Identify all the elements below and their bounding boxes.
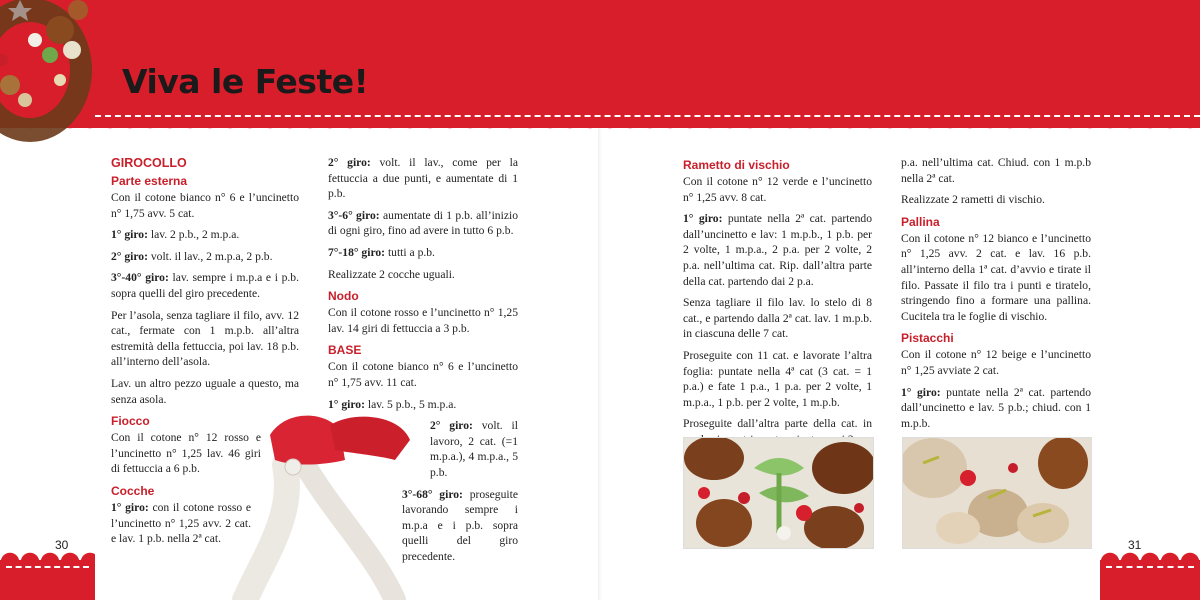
subheading-nodo: Nodo [328, 289, 359, 304]
paragraph-cocche-giro-1: 1° giro: con il cotone rosso e l’uncinetto n° 1,25 avv. 2 cat. e lav. 1 p.b. nella 2ª cat. [111, 500, 252, 546]
paragraph-altro-pezzo: Lav. un altro pezzo uguale a questo, ma senza asola. [111, 376, 299, 406]
paragraph-realizzate-rametti: Realizzate 2 rametti di vischio. [901, 193, 1045, 207]
paragraph-stelo: Senza tagliare il filo lav. lo stelo di 8 cat., e partendo dalla 2ª cat. lav. 1 m.p.b. in ciascuna delle 7 cat. [683, 296, 872, 341]
paragraph-altra-foglia: Proseguite con 11 cat. e lavorate l’altra foglia: puntate nella 4ª cat (3 cat. = 1 p.a.) e fate 1 p.a., 1 p.a. per 2 volte, 1 m.p.a., 1 p.b. per 2 volte, 1 m.p.b. [683, 348, 872, 409]
paragraph-pistacchi-intro: Con il cotone n° 12 beige e l’uncinetto n° 1,25 avviate 2 cat. [901, 348, 1091, 377]
paragraph-cocche-giro-2: 2° giro: volt. il lav., come per la fettuccia a due punti, e aumentate di 1 p.b. [328, 156, 518, 201]
paragraph-base-giro-3-68: 3°-68° giro: proseguite lavorando sempre i m.p.a e i p.b. sopra quelli del giro precedente. [402, 487, 518, 563]
paragraph-cocche-giro-7-18: 7°-18° giro: tutti a p.b. [328, 245, 435, 259]
paragraph-nodo: Con il cotone rosso e l’uncinetto n° 1,25 lav. 14 giri di fettuccia a 3 p.b. [328, 306, 518, 335]
right-page [600, 0, 1200, 600]
subheading-parte-esterna: Parte esterna [111, 174, 188, 188]
paragraph-base-giro-2: 2° giro: volt. il lavoro, 2 cat. (=1 m.p.a.), 4 m.p.a., 5 p.b. [430, 419, 518, 479]
paragraph-pistacchi-giro-1: 1° giro: puntate nella 2ª cat. partendo dall’uncinetto e lav. 5 p.b.; chiud. con 1 m.p.b. [901, 385, 1091, 430]
paragraph-giro-1: 1° giro: lav. 2 p.b., 2 m.p.a. [111, 228, 240, 242]
paragraph-base-giro-1: 1° giro: lav. 5 p.b., 5 m.p.a. [328, 397, 457, 411]
section-heading-girocollo: GIROCOLLO [111, 156, 187, 170]
corner-scallop-right [1100, 560, 1200, 600]
paragraph-proseguite: Proseguite dall’altra parte della cat. in [683, 417, 872, 431]
column-2 [328, 155, 518, 570]
page-number-right: 31 [1128, 538, 1142, 552]
paragraph-rametto-intro: Con il cotone n° 12 verde e l’uncinetto n° 1,25 avv. 8 cat. [683, 175, 872, 204]
paragraph-pallina: Con il cotone n° 12 bianco e l’uncinetto n° 1,25 avv. 2 cat. e lav. 16 p.b. all’interno della 1ª cat. d’avvio e tirate il filo. Passate il filo tra i punti e tiratelo, stringendo fino a formare una pallina. Cucitela tra le foglie di vischio. [901, 231, 1091, 323]
paragraph-base-intro: Con il cotone bianco n° 6 e l’uncinetto n° 1,75 avv. 11 cat. [328, 360, 518, 389]
paragraph-fiocco: Con il cotone n° 12 rosso e l’uncinetto n° 1,25 lav. 46 giri di fettuccia a 6 p.b. [111, 431, 261, 476]
subheading-rametto-di-vischio: Rametto di vischio [683, 158, 790, 172]
subheading-pistacchi: Pistacchi [901, 331, 954, 346]
corner-scallop-left [0, 560, 95, 600]
subheading-base: BASE [328, 343, 362, 358]
paragraph-rametto-giro-1: 1° giro: puntate nella 2ª cat. partendo dall’uncinetto e lav: 1 m.p.b., 1 p.b. per 2 volte, 1 m.p.a., 2 p.a. per 2 volte, 2 p.a. nell’ultima cat. Rip. dall’altra parte della cat. partendo dai 2 p.a. [683, 212, 872, 288]
subheading-cocche: Cocche [111, 483, 155, 498]
column-4 [901, 155, 1091, 437]
page-number-left: 30 [55, 538, 69, 552]
paragraph-asola: Per l’asola, senza tagliare il filo, avv. 12 cat., fermate con 1 m.p.b. all’altra estremità della fettuccia, poi lav. 18 p.b. all’interno dell’asola. [111, 308, 299, 369]
subheading-pallina: Pallina [901, 214, 940, 229]
mistletoe-photo [683, 437, 874, 549]
paragraph-giro-2: 2° giro: volt. il lav., 2 m.p.a, 2 p.b. [111, 249, 273, 263]
page-title: Viva le Feste! [122, 62, 369, 101]
paragraph-intro: Con il cotone bianco n° 6 e l’uncinetto n° 1,75 avv. 5 cat. [111, 191, 299, 220]
paragraph-cocche-giro-3-6: 3°-6° giro: aumentate di 1 p.b. all’inizio di ogni giro, fino ad avere in tutto 6 p.b. [328, 208, 518, 238]
pistachio-photo [902, 437, 1092, 549]
paragraph-giro-3-40: 3°-40° giro: lav. sempre i m.p.a e i p.b. sopra quelli del giro precedente. [111, 271, 299, 300]
column-3 [683, 155, 872, 454]
paragraph-rametto-cont: p.a. nell’ultima cat. Chiud. con 1 m.p.b nella 2ª cat. [901, 156, 1091, 185]
paragraph-realizzate-cocche: Realizzate 2 cocche uguali. [328, 267, 455, 281]
subheading-fiocco: Fiocco [111, 414, 150, 429]
